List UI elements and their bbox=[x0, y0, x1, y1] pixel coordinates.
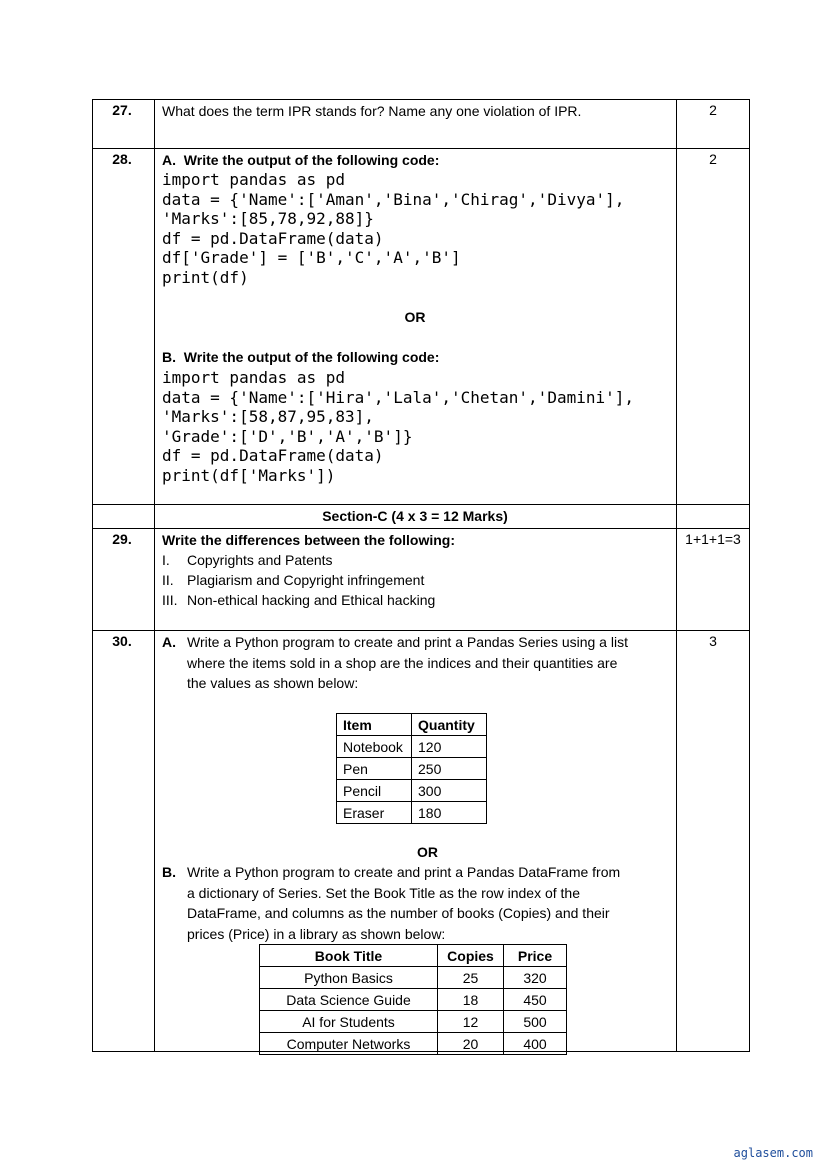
table-row bbox=[260, 1033, 567, 1055]
row-divider bbox=[92, 148, 750, 149]
items-quantity-table bbox=[336, 713, 487, 824]
table-cell: AI for Students bbox=[260, 1011, 438, 1033]
code-line: import pandas as pd bbox=[162, 170, 346, 189]
table-cell: 320 bbox=[504, 967, 567, 989]
text-line: prices (Price) in a library as shown below: bbox=[187, 925, 446, 942]
table-header: Price bbox=[504, 945, 567, 967]
table-row bbox=[337, 802, 487, 824]
table-cell: 20 bbox=[438, 1033, 504, 1055]
table-cell: Data Science Guide bbox=[260, 989, 438, 1011]
code-block-b bbox=[162, 368, 634, 485]
text-line: Write a Python program to create and print a Pandas DataFrame from bbox=[187, 864, 621, 880]
question-marks: 2 bbox=[709, 151, 717, 167]
table-cell: 12 bbox=[438, 1011, 504, 1033]
table-row bbox=[260, 967, 567, 989]
table-cell: Python Basics bbox=[260, 967, 438, 989]
table-row bbox=[337, 780, 487, 802]
question-number: 28. bbox=[112, 151, 132, 167]
question-number: 27. bbox=[112, 102, 132, 118]
table-header: Book Title bbox=[260, 945, 438, 967]
table-row bbox=[337, 736, 487, 758]
list-label: III. bbox=[162, 592, 178, 608]
code-line: 'Grade':['D','B','A','B']} bbox=[162, 426, 413, 446]
table-row bbox=[337, 758, 487, 780]
part-label: A. bbox=[162, 152, 176, 168]
code-line: import pandas as pd bbox=[162, 368, 346, 387]
part-heading: Write the output of the following code: bbox=[183, 349, 440, 365]
list-item bbox=[162, 590, 435, 610]
row-divider bbox=[92, 528, 750, 529]
table-cell: 450 bbox=[504, 989, 567, 1011]
part-label: B. bbox=[162, 864, 176, 880]
column-divider bbox=[154, 99, 155, 1052]
table-header: Quantity bbox=[412, 714, 487, 736]
code-line: df = pd.DataFrame(data) bbox=[162, 228, 384, 248]
list-item bbox=[162, 550, 435, 570]
part-heading: Write the output of the following code: bbox=[183, 152, 440, 168]
table-header: Item bbox=[337, 714, 412, 736]
part-label: B. bbox=[162, 349, 176, 365]
table-cell: 250 bbox=[412, 758, 487, 780]
list-text: Plagiarism and Copyright infringement bbox=[187, 572, 425, 588]
table-cell: Pencil bbox=[337, 780, 412, 802]
code-line: df = pd.DataFrame(data) bbox=[162, 446, 384, 465]
table-cell: 180 bbox=[412, 802, 487, 824]
text-line: DataFrame, and columns as the number of books (Copies) and their bbox=[187, 905, 610, 921]
table-header: Copies bbox=[438, 945, 504, 967]
list-label: II. bbox=[162, 572, 174, 588]
table-cell: 18 bbox=[438, 989, 504, 1011]
list-item bbox=[162, 570, 435, 590]
row-divider bbox=[92, 630, 750, 631]
table-cell: 500 bbox=[504, 1011, 567, 1033]
text-line: Write a Python program to create and print a Pandas Series using a list bbox=[187, 634, 628, 650]
table-cell: Notebook bbox=[337, 736, 412, 758]
question-heading: Write the differences between the following: bbox=[162, 532, 455, 548]
part-b-text bbox=[187, 862, 620, 944]
or-separator: OR bbox=[404, 309, 426, 325]
question-marks: 2 bbox=[709, 102, 717, 118]
table-cell: Eraser bbox=[337, 802, 412, 824]
list-text: Copyrights and Patents bbox=[187, 552, 333, 568]
code-line: print(df['Marks']) bbox=[162, 465, 336, 485]
books-table bbox=[259, 944, 567, 1055]
question-marks: 3 bbox=[709, 633, 717, 649]
table-cell: 25 bbox=[438, 967, 504, 989]
part-label: A. bbox=[162, 634, 176, 650]
footer-site-link[interactable]: aglasem.com bbox=[733, 1146, 813, 1160]
difference-list bbox=[162, 550, 435, 610]
text-line: a dictionary of Series. Set the Book Title as the row index of the bbox=[187, 884, 580, 901]
table-cell: 120 bbox=[412, 736, 487, 758]
code-line: 'Marks':[85,78,92,88]} bbox=[162, 209, 374, 228]
part-a-text bbox=[187, 632, 628, 694]
table-row bbox=[260, 989, 567, 1011]
code-line: data = {'Name':['Aman','Bina','Chirag','Divya'], bbox=[162, 189, 625, 209]
question-text: What does the term IPR stands for? Name any one violation of IPR. bbox=[162, 103, 582, 119]
table-cell: 400 bbox=[504, 1033, 567, 1055]
part-a-heading bbox=[162, 150, 439, 170]
table-cell: 300 bbox=[412, 780, 487, 802]
part-b-heading bbox=[162, 347, 439, 367]
list-text: Non-ethical hacking and Ethical hacking bbox=[187, 592, 436, 608]
code-line: print(df) bbox=[162, 267, 249, 287]
question-marks: 1+1+1=3 bbox=[685, 531, 741, 547]
table-cell: Computer Networks bbox=[260, 1033, 438, 1055]
question-number: 30. bbox=[112, 633, 132, 649]
code-line: 'Marks':[58,87,95,83], bbox=[162, 407, 374, 426]
row-divider bbox=[92, 504, 750, 505]
code-line: data = {'Name':['Hira','Lala','Chetan','Damini'], bbox=[162, 387, 635, 407]
table-header-row bbox=[337, 714, 487, 736]
code-block-a bbox=[162, 170, 624, 287]
section-title: Section-C (4 x 3 = 12 Marks) bbox=[322, 508, 508, 524]
question-number: 29. bbox=[112, 531, 132, 547]
text-line: the values as shown below: bbox=[187, 675, 359, 691]
column-divider bbox=[676, 99, 677, 1052]
table-row bbox=[260, 1011, 567, 1033]
list-label: I. bbox=[162, 552, 170, 568]
or-separator: OR bbox=[417, 844, 438, 860]
text-line: where the items sold in a shop are the indices and their quantities are bbox=[187, 654, 618, 671]
table-header-row bbox=[260, 945, 567, 967]
code-line: df['Grade'] = ['B','C','A','B'] bbox=[162, 248, 461, 267]
table-cell: Pen bbox=[337, 758, 412, 780]
